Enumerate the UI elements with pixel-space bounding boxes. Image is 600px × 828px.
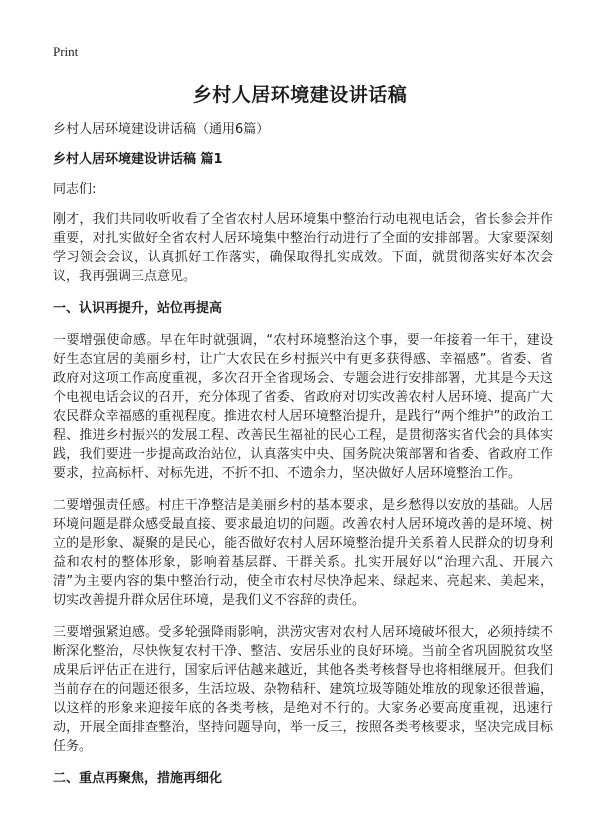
paragraph-2: 二要增强责任感。村庄干净整洁是美丽乡村的基本要求，是乡愁得以安放的基础。人居环境问题是群众感受最直接、要求最迫切的问题。改善农村人居环境改善的是环境、树立的是形象、凝聚的是民心，能否做好农村人居环境整治提升关系着人民群众的切身利益和农村的整体形象，影响着基层群、干群关系。扎实开展好以“治理六乱、开展六清”为主要内容的集中整治行动，使全市农村尽快净起来、绿起来、亮起来、美起来，切实改善提升群众居住环境，是我们义不容辞的责任。: [53, 498, 553, 608]
page-title: 乡村人居环境建设讲话稿: [192, 84, 408, 106]
print-link[interactable]: Print: [53, 44, 79, 59]
paragraph-3: 三要增强紧迫感。受多轮强降雨影响，洪涝灾害对农村人居环境破坏很大，必须持续不断深化整治，尽快恢复农村干净、整洁、安居乐业的良好环境。当前全省巩固脱贫攻坚成果后评估正在进行，国家后评估越来越近，其他各类考核督导也将相继展开。但我们当前存在的问题还很多，生活垃圾、杂物秸秆、建筑垃圾等随处堆放的现象还很普遍，以这样的形象来迎接年底的各类考核，是绝对不行的。大家务必要高度重视，迅速行动，开展全面排查整治，坚持问题导向，举一反三，按照各类考核要求，坚决完成目标任务。: [53, 625, 553, 754]
intro-paragraph: 刚才，我们共同收听收看了全省农村人居环境集中整治行动电视电话会，省长参会并作重要，对扎实做好全省农村人居环境集中整治行动进行了全面的安排部署。大家要深刻学习领会会议，认真抓好工作落实，确保取得扎实成效。下面，就贯彻落实好本次会议，我再强调三点意见。: [53, 212, 553, 284]
heading-1: 一、认识再提升，站位再提高: [53, 301, 223, 316]
paragraph-1: 一要增强使命感。早在年时就强调，“农村环境整治这个事，要一年接着一年干，建设好生态宜居的美丽乡村，让广大农民在乡村振兴中有更多获得感、幸福感”。省委、省政府对这项工作高度重视，多次召开全省现场会、专题会进行安排部署，尤其是今天这个电视电话会议的召开，充分体现了省委、省政府对切实改善农村人居环境、提高广大农民群众幸福感的重视程度。推进农村人居环境整治提升，是践行“两个维护”的政治工程、推进乡村振兴的发展工程、改善民生福祉的民心工程，是贯彻落实省代会的具体实践，我们要进一步提高政治站位，认真落实中央、国务院决策部署和省委、省政府工作要求，拉高标杆、对标先进，不折不扣、不遗余力，坚决做好人居环境整治工作。: [53, 333, 553, 481]
greeting: 同志们:: [53, 182, 97, 197]
heading-2: 二、重点再聚焦，措施再细化: [53, 771, 223, 786]
document-subtitle: 乡村人居环境建设讲话稿（通用6篇）: [53, 122, 270, 137]
document-body: [53, 120, 553, 801]
section-title: 乡村人居环境建设讲话稿 篇1: [53, 152, 223, 167]
